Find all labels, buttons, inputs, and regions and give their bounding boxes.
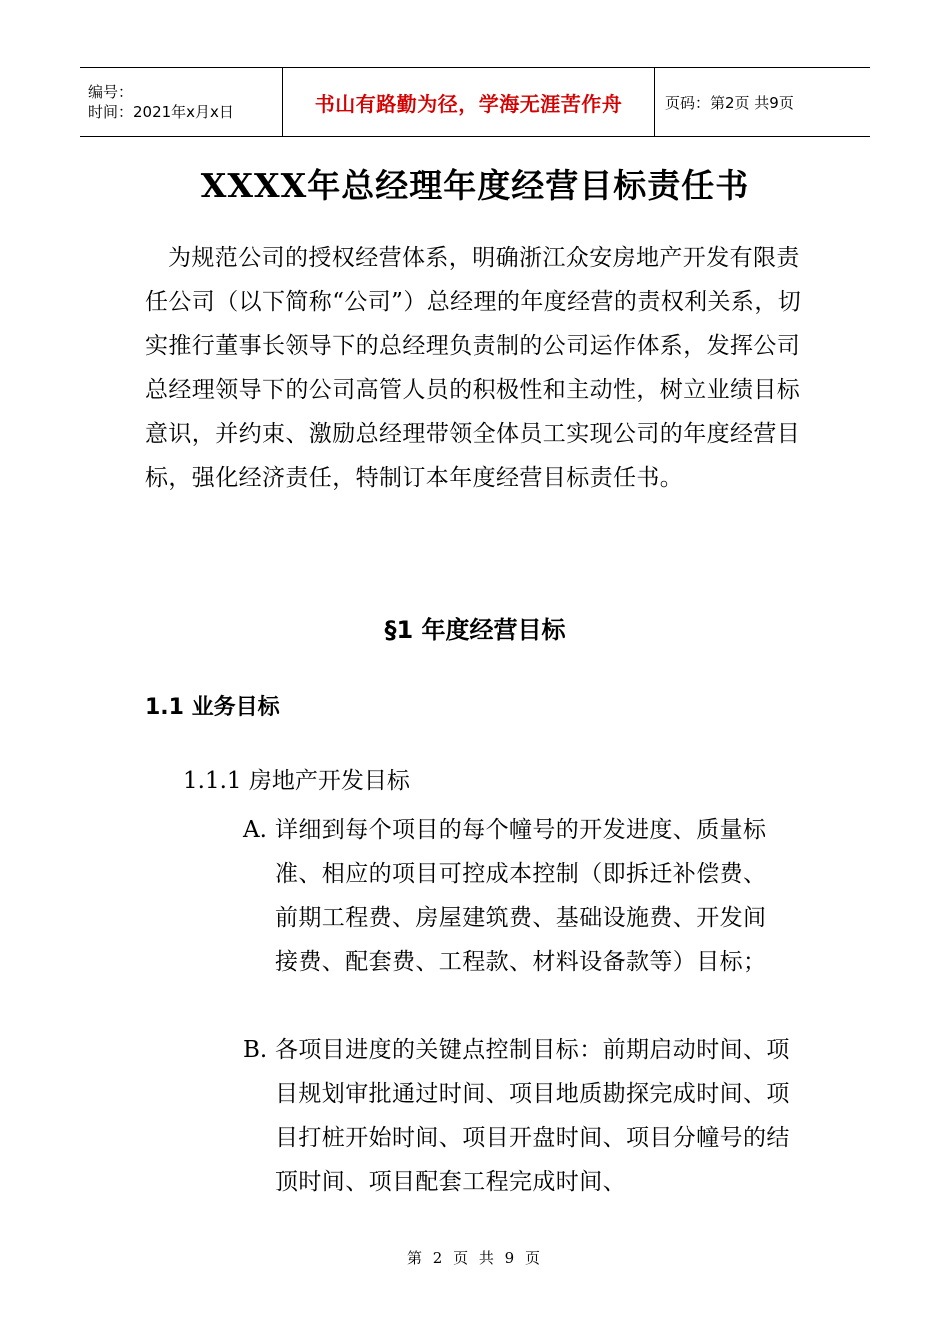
list-item-text: 详细到每个项目的每个幢号的开发进度、质量标准、相应的项目可控成本控制（即拆迁补偿费、前期工程费、房屋建筑费、基础设施费、开发间接费、配套费、工程款、材料设备款等）目标； xyxy=(275,817,767,975)
list-item-marker: A. xyxy=(243,817,267,843)
list-item-marker: B. xyxy=(243,1037,268,1063)
list-item xyxy=(243,1028,813,1204)
header-meta xyxy=(80,68,282,136)
list-item xyxy=(243,808,788,984)
header-page-code: 页码：第2页 共9页 xyxy=(665,93,794,112)
section-heading: §1 年度经营目标 xyxy=(384,616,566,644)
document-title: XXXX年总经理年度经营目标责任书 xyxy=(200,166,750,205)
subsubsection-heading: 1.1.1 房地产开发目标 xyxy=(183,768,410,794)
header-motto: 书山有路勤为径，学海无涯苦作舟 xyxy=(282,68,655,136)
page-footer: 第 2 页 共 9 页 xyxy=(407,1249,543,1267)
page-header xyxy=(80,67,870,137)
document-number-label: 编号： xyxy=(88,83,134,101)
intro-paragraph: 为规范公司的授权经营体系，明确浙江众安房地产开发有限责任公司（以下简称“公司”）总经理的年度经营的责权利关系，切实推行董事长领导下的总经理负责制的公司运作体系，发挥公司总经理领导下的公司高管人员的积极性和主动性，树立业绩目标意识，并约束、激励总经理带领全体员工实现公司的年度经营目标，强化经济责任，特制订本年度经营目标责任书。 xyxy=(145,245,802,491)
list-item-text: 各项目进度的关键点控制目标：前期启动时间、项目规划审批通过时间、项目地质勘探完成时间、项目打桩开始时间、项目开盘时间、项目分幢号的结顶时间、项目配套工程完成时间、 xyxy=(275,1037,790,1195)
subsection-heading: 1.1 业务目标 xyxy=(145,695,280,720)
document-time-label: 时间：2021年x月x日 xyxy=(88,103,234,121)
